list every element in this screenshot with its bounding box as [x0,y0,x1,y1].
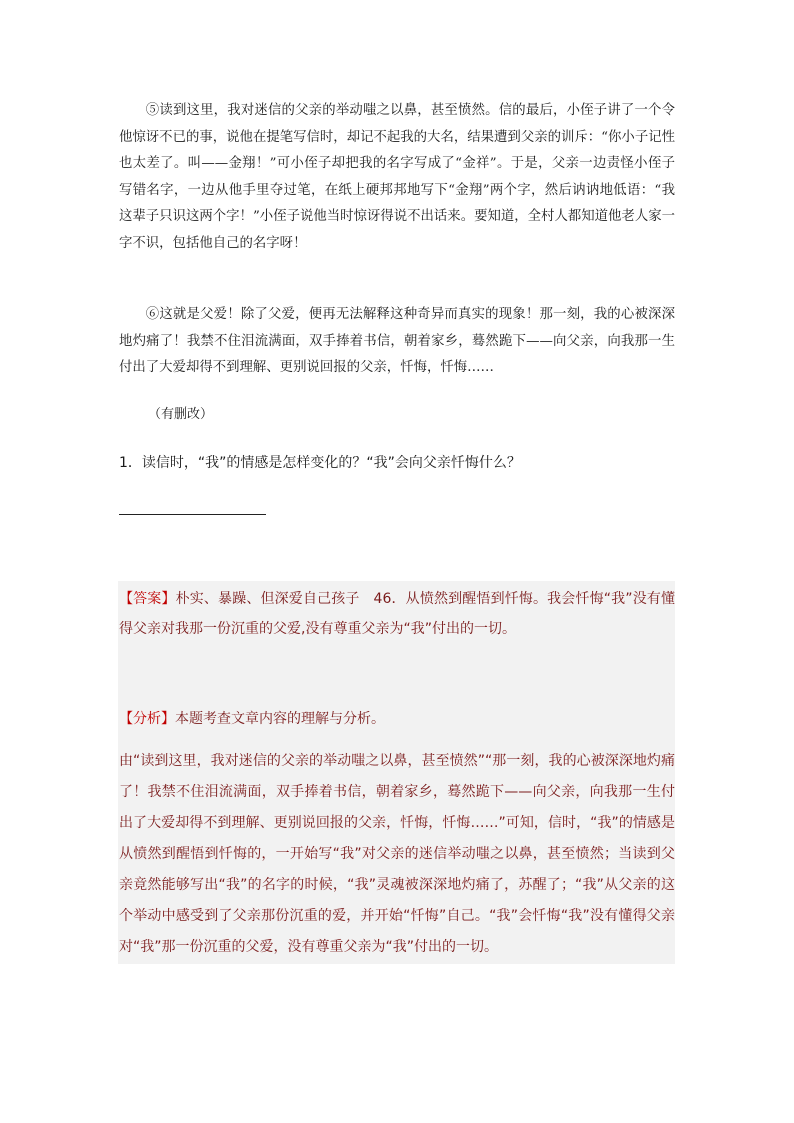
answer-part-2: 从愤然到醒悟到忏悔。我会忏悔“我”没有懂得父亲对我那一份沉重的父爱,没有尊重父亲为“我”付出的一切。 [119,591,676,637]
answer-tag: 【答案】 [119,591,176,607]
answer-block [119,584,675,644]
analysis-summary: 本题考查文章内容的理解与分析。 [175,711,385,727]
analysis-tag: 【分析】 [119,711,175,727]
question-1: 1．读信时，“我”的情感是怎样变化的？“我”会向父亲忏悔什么？ [119,455,521,471]
analysis-body: 由“读到这里，我对迷信的父亲的举动嗤之以鼻，甚至愤然”“那一刻，我的心被深深地灼痛了！我禁不住泪流满面，双手捧着书信，朝着家乡，蓦然跪下——向父亲，向我那一生付出了大爱却得不到理解、更别说回报的父亲，忏悔，忏悔……”可知，信时，“我”的情感是从愤然到醒悟到忏悔的，一开始写“我”对父亲的迷信举动嗤之以鼻，甚至愤然；当读到父亲竟然能够写出“我”的名字的时候，“我”灵魂被深深地灼痛了，苏醒了；“我”从父亲的这个举动中感受到了父亲那份沉重的爱，并开始“忏悔”自己。“我”会忏悔“我”没有懂得父亲对“我”那一份沉重的父爱，没有尊重父亲为“我”付出的一切。 [119,753,675,955]
passage-paragraph-6: ⑥这就是父爱！除了父爱，便再无法解释这种奇异而真实的现象！那一刻，我的心被深深地灼痛了！我禁不住泪流满面，双手捧着书信，朝着家乡，蓦然跪下——向父亲，向我那一生付出了大爱却得不到理解、更别说回报的父亲，忏悔，忏悔…… [119,307,675,375]
source-note: （有删改） [148,407,214,422]
analysis-heading [119,704,675,734]
answer-number: 46． [373,591,406,607]
answer-blank-line [119,514,266,515]
passage-paragraph-5: ⑤读到这里，我对迷信的父亲的举动嗤之以鼻，甚至愤然。信的最后，小侄子讲了一个令他惊讶不已的事，说他在提笔写信时，却记不起我的大名，结果遭到父亲的训斥：“你小子记性也太差了。叫——金翔！”可小侄子却把我的名字写成了“金祥”。于是，父亲一边责怪小侄子写错名字，一边从他手里夺过笔，在纸上硬邦邦地写下“金翔”两个字，然后讷讷地低语：“我这辈子只识这两个字！”小侄子说他当时惊讶得说不出话来。要知道，全村人都知道他老人家一字不识，包括他自己的名字呀！ [119,103,675,251]
answer-part-1: 朴实、暴躁、但深爱自己孩子 [175,591,360,607]
